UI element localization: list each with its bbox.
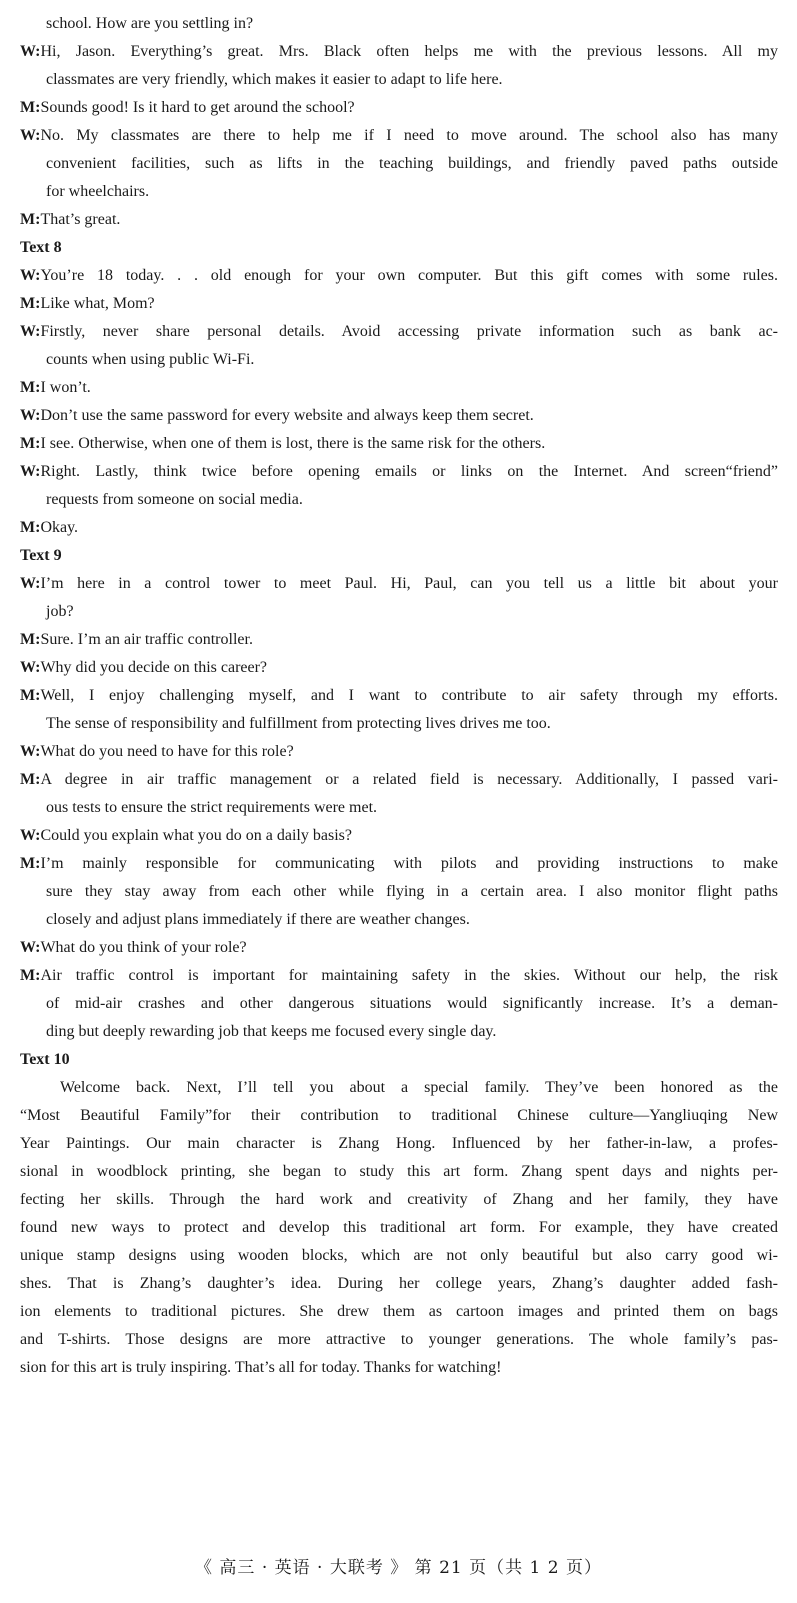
dialogue-line	[20, 374, 778, 402]
dialogue-line	[20, 626, 778, 654]
monologue-line: sional in woodblock printing, she began to study this art form. Zhang spent days and nights per-	[20, 1163, 778, 1180]
monologue-line: sion for this art is truly inspiring. That’s all for today. Thanks for watching!	[20, 1359, 502, 1376]
dialogue-text: sure they stay away from each other while flying in a certain area. I also monitor flight paths	[46, 883, 778, 900]
dialogue-line	[20, 934, 778, 962]
monologue-line: found new ways to protect and develop this traditional art form. For example, they have created	[20, 1219, 778, 1236]
dialogue-text: Okay.	[40, 519, 79, 536]
dialogue-text: Sounds good! Is it hard to get around the school?	[40, 99, 355, 116]
dialogue-line	[20, 850, 778, 878]
dialogue-text: for wheelchairs.	[46, 183, 150, 200]
dialogue-line	[20, 458, 778, 486]
monologue-line: shes. That is Zhang’s daughter’s idea. During her college years, Zhang’s daughter added fash-	[20, 1275, 778, 1292]
dialogue-line	[20, 122, 778, 150]
dialogue-text: counts when using public Wi-Fi.	[46, 351, 255, 368]
dialogue-line	[20, 94, 778, 122]
dialogue-line	[20, 318, 778, 346]
speaker-label: W:	[20, 43, 41, 60]
dialogue-text: job?	[46, 603, 74, 620]
dialogue-text: I’m here in a control tower to meet Paul. Hi, Paul, can you tell us a little bit about your	[40, 575, 778, 592]
monologue-line: ion elements to traditional pictures. She drew them as cartoon images and printed them on bags	[20, 1303, 778, 1320]
speaker-label: M:	[20, 211, 41, 228]
dialogue-line	[20, 822, 778, 850]
dialogue-text: Right. Lastly, think twice before opening emails or links on the Internet. And screen“friend”	[40, 463, 778, 480]
speaker-label: M:	[20, 295, 41, 312]
dialogue-text: Don’t use the same password for every website and always keep them secret.	[40, 407, 534, 424]
dialogue-line	[20, 738, 778, 766]
monologue-line: unique stamp designs using wooden blocks, which are not only beautiful but also carry good wi-	[20, 1247, 778, 1264]
dialogue-text: The sense of responsibility and fulfillment from protecting lives drives me too.	[46, 715, 551, 732]
dialogue-text: Why did you decide on this career?	[40, 659, 268, 676]
speaker-label: W:	[20, 743, 41, 760]
dialogue-text: ding but deeply rewarding job that keeps me focused every single day.	[46, 1023, 497, 1040]
monologue-line: Welcome back. Next, I’ll tell you about a special family. They’ve been honored as the	[60, 1079, 778, 1096]
dialogue-line	[20, 682, 778, 710]
dialogue-text: I’m mainly responsible for communicating with pilots and providing instructions to make	[40, 855, 778, 872]
speaker-label: W:	[20, 575, 41, 592]
dialogue-line	[20, 654, 778, 682]
dialogue-continuation-line	[20, 598, 778, 626]
speaker-label: M:	[20, 519, 41, 536]
dialogue-line	[20, 430, 778, 458]
dialogue-line	[20, 206, 778, 234]
speaker-label: M:	[20, 687, 41, 704]
speaker-label: W:	[20, 659, 41, 676]
dialogue-text: closely and adjust plans immediately if there are weather changes.	[46, 911, 470, 928]
monologue-line: Year Paintings. Our main character is Zhang Hong. Influenced by her father-in-law, a profes-	[20, 1135, 778, 1152]
speaker-label: M:	[20, 631, 41, 648]
dialogue-line	[20, 262, 778, 290]
dialogue-line	[20, 290, 778, 318]
dialogue-text: of mid-air crashes and other dangerous situations would significantly increase. It’s a deman-	[46, 995, 778, 1012]
dialogue-line	[20, 38, 778, 66]
dialogue-line	[20, 962, 778, 990]
dialogue-continuation-line	[20, 906, 778, 934]
dialogue-text: Air traffic control is important for maintaining safety in the skies. Without our help, the risk	[40, 967, 778, 984]
monologue-line: and T-shirts. Those designs are more attractive to younger generations. The whole family’s pas-	[20, 1331, 778, 1348]
page-footer: 《 高三 · 英语 · 大联考 》 第 21 页（共 1 2 页）	[195, 1558, 602, 1578]
speaker-label: W:	[20, 323, 41, 340]
speaker-label: M:	[20, 435, 41, 452]
dialogue-continuation-line	[20, 178, 778, 206]
speaker-label: W:	[20, 127, 41, 144]
dialogue-text: That’s great.	[40, 211, 121, 228]
speaker-label: W:	[20, 827, 41, 844]
dialogue-text: No. My classmates are there to help me if I need to move around. The school also has many	[40, 127, 778, 144]
dialogue-text: requests from someone on social media.	[46, 491, 303, 508]
dialogue-text: school. How are you settling in?	[46, 15, 254, 32]
dialogue-text: What do you think of your role?	[40, 939, 247, 956]
speaker-label: W:	[20, 939, 41, 956]
section-heading: Text 9	[20, 547, 62, 564]
dialogue-continuation-line	[20, 486, 778, 514]
dialogue-text: I see. Otherwise, when one of them is lost, there is the same risk for the others.	[40, 435, 546, 452]
dialogue-text: I won’t.	[40, 379, 91, 396]
monologue-line: “Most Beautiful Family”for their contribution to traditional Chinese culture—Yangliuqing New	[20, 1107, 778, 1124]
dialogue-continuation-line	[20, 794, 778, 822]
speaker-label: W:	[20, 463, 41, 480]
speaker-label: W:	[20, 267, 41, 284]
dialogue-continuation-line	[20, 66, 778, 94]
dialogue-text: Sure. I’m an air traffic controller.	[40, 631, 253, 648]
dialogue-text: Like what, Mom?	[40, 295, 155, 312]
dialogue-line	[20, 514, 778, 542]
dialogue-text: A degree in air traffic management or a related field is necessary. Additionally, I passed vari-	[40, 771, 778, 788]
speaker-label: M:	[20, 379, 41, 396]
dialogue-continuation-line	[20, 710, 778, 738]
dialogue-continuation-line	[20, 1018, 778, 1046]
dialogue-line	[20, 766, 778, 794]
speaker-label: M:	[20, 967, 41, 984]
dialogue-text: What do you need to have for this role?	[40, 743, 294, 760]
dialogue-text: Could you explain what you do on a daily basis?	[40, 827, 352, 844]
dialogue-continuation-line	[20, 878, 778, 906]
dialogue-text: You’re 18 today. . . old enough for your own computer. But this gift comes with some rules.	[40, 267, 778, 284]
dialogue-line	[20, 570, 778, 598]
document-page	[20, 10, 778, 1382]
dialogue-text: Firstly, never share personal details. Avoid accessing private information such as bank ac-	[40, 323, 778, 340]
dialogue-continuation-line	[20, 346, 778, 374]
dialogue-text: ous tests to ensure the strict requirements were met.	[46, 799, 378, 816]
dialogue-continuation-line	[20, 150, 778, 178]
monologue-line: fecting her skills. Through the hard work and creativity of Zhang and her family, they have	[20, 1191, 778, 1208]
dialogue-text: classmates are very friendly, which makes it easier to adapt to life here.	[46, 71, 503, 88]
speaker-label: W:	[20, 407, 41, 424]
speaker-label: M:	[20, 99, 41, 116]
speaker-label: M:	[20, 771, 41, 788]
dialogue-line	[20, 402, 778, 430]
dialogue-continuation-line	[20, 990, 778, 1018]
dialogue-text: convenient facilities, such as lifts in the teaching buildings, and friendly paved paths outside	[46, 155, 778, 172]
dialogue-text: Well, I enjoy challenging myself, and I want to contribute to air safety through my efforts.	[40, 687, 778, 704]
dialogue-text: Hi, Jason. Everything’s great. Mrs. Black often helps me with the previous lessons. All my	[40, 43, 778, 60]
section-heading: Text 10	[20, 1051, 70, 1068]
section-heading: Text 8	[20, 239, 62, 256]
dialogue-continuation-line	[20, 10, 778, 38]
speaker-label: M:	[20, 855, 41, 872]
